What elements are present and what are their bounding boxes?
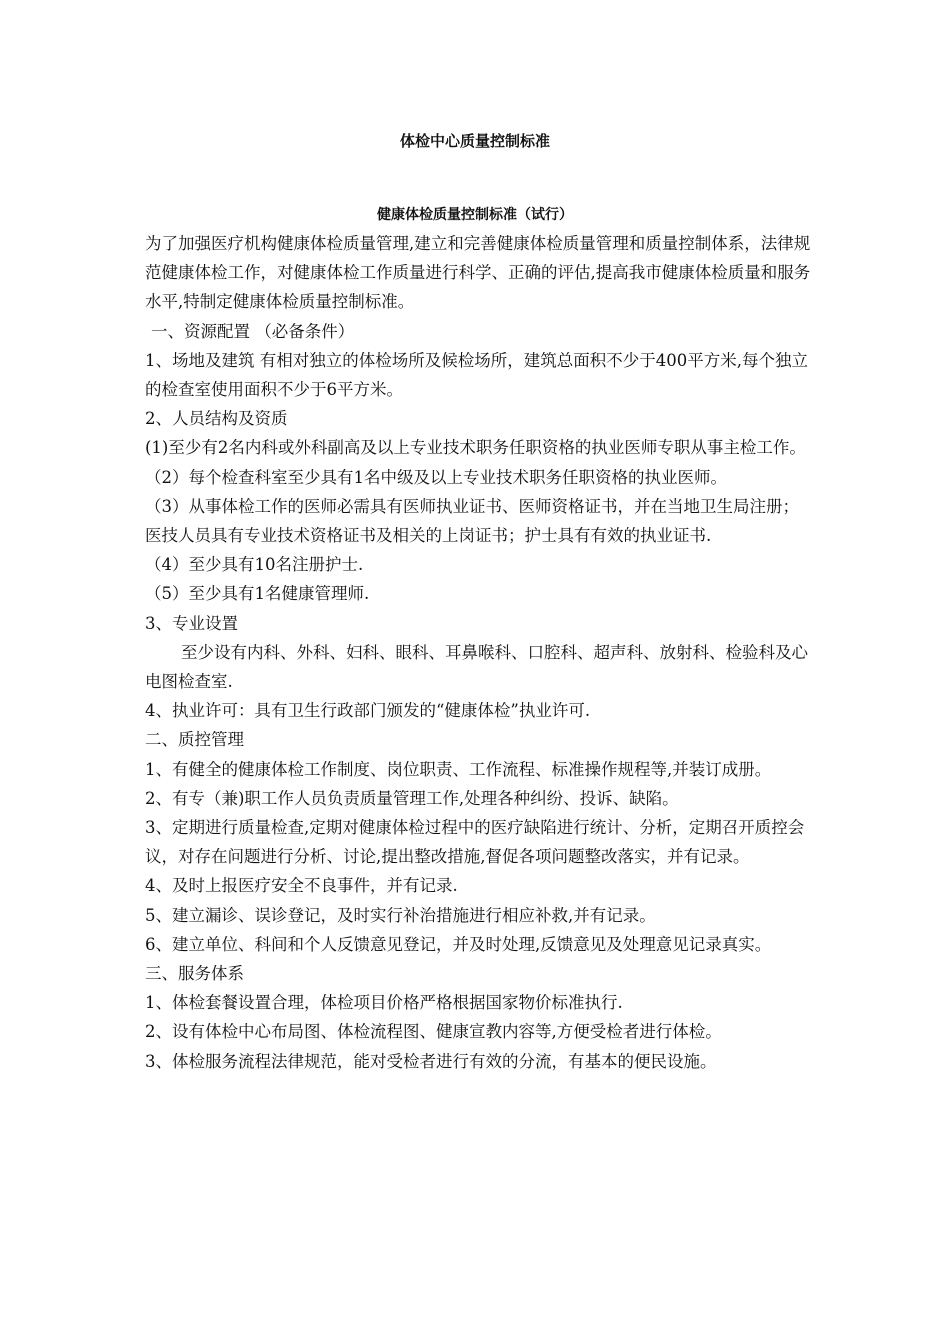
item-service-1: 1、体检套餐设置合理，体检项目价格严格根据国家物价标准执行.: [145, 993, 623, 1013]
item-quality-5: 5、建立漏诊、误诊登记，及时实行补治措施进行相应补救,并有记录。: [145, 905, 656, 925]
item-staff-1: (1)至少有2名内科或外科副高及以上专业技术职务任职资格的执业医师专职从事主检工作。: [145, 438, 806, 458]
item-staff-4: （4）至少具有10名注册护士.: [145, 555, 364, 575]
section-heading-quality: 二、质控管理: [145, 730, 244, 750]
item-staff-2: （2）每个检查科室至少具有1名中级及以上专业技术职务任职资格的执业医师。: [145, 467, 727, 487]
item-quality-6: 6、建立单位、科间和个人反馈意见登记，并及时处理,反馈意见及处理意见记录真实。: [145, 934, 772, 954]
item-specialty-detail: 至少设有内科、外科、妇科、眼科、耳鼻喉科、口腔科、超声科、放射科、检验科及心电图检查室.: [145, 642, 808, 692]
document-body: [145, 229, 815, 1076]
item-staff-heading: 2、人员结构及资质: [145, 409, 288, 429]
item-staff-3: （3）从事体检工作的医师必需具有医师执业证书、医师资格证书，并在当地卫生局注册；医技人员具有专业技术资格证书及相关的上岗证书；护士具有有效的执业证书.: [145, 496, 799, 546]
item-quality-2: 2、有专（兼)职工作人员负责质量管理工作,处理各种纠纷、投诉、缺陷。: [145, 788, 679, 808]
item-quality-3: 3、定期进行质量检查,定期对健康体检过程中的医疗缺陷进行统计、分析，定期召开质控会议，对存在问题进行分析、讨论,提出整改措施,督促各项问题整改落实，并有记录。: [145, 818, 805, 867]
item-quality-1: 1、有健全的健康体检工作制度、岗位职责、工作流程、标准操作规程等,并装订成册。: [145, 759, 772, 779]
section-heading-resources: 一、资源配置 （必备条件）: [151, 321, 355, 341]
intro-paragraph: 为了加强医疗机构健康体检质量管理,建立和完善健康体检质量管理和质量控制体系，法律规范健康体检工作，对健康体检工作质量进行科学、正确的评估,提高我市健康体检质量和服务水平,特制定健康体检质量控制标准。: [145, 234, 811, 312]
item-license: 4、执业许可：具有卫生行政部门颁发的“健康体检”执业许可.: [145, 701, 591, 721]
document-title: 体检中心质量控制标准: [399, 132, 550, 150]
item-staff-5: （5）至少具有1名健康管理师.: [145, 584, 370, 604]
item-service-3: 3、体检服务流程法律规范，能对受检者进行有效的分流，有基本的便民设施。: [145, 1051, 717, 1071]
item-service-2: 2、设有体检中心布局图、体检流程图、健康宣教内容等,方便受检者进行体检。: [145, 1022, 722, 1042]
section-heading-service: 三、服务体系: [145, 964, 244, 984]
item-quality-4: 4、及时上报医疗安全不良事件，并有记录.: [145, 876, 458, 896]
document-subtitle: 健康体检质量控制标准（试行）: [377, 207, 573, 223]
item-site-building: 1、场地及建筑 有相对独立的体检场所及候检场所，建筑总面积不少于400平方米,每个独立的检查室使用面积不少于6平方米。: [145, 350, 808, 400]
item-specialty-heading: 3、专业设置: [145, 613, 238, 633]
